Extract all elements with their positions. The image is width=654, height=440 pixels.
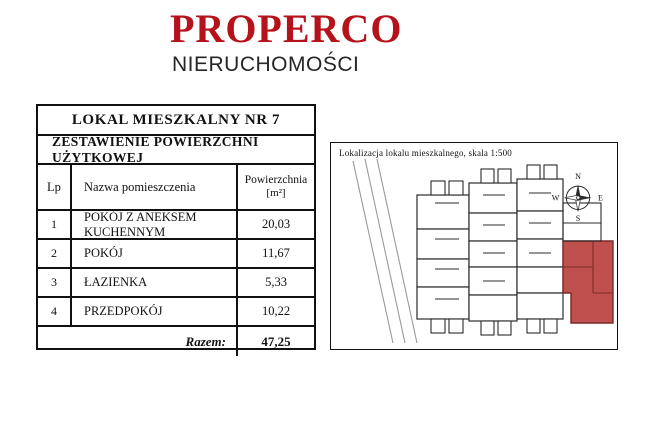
table-total-row: [38, 327, 314, 356]
highlighted-apartment: [563, 241, 613, 323]
svg-text:N: N: [575, 171, 581, 181]
table-row: [38, 269, 314, 298]
page-subtitle: ZESTAWIENIE POWIERZCHNI UŻYTKOWEJ: [52, 133, 259, 165]
compass-rose-icon: [551, 169, 605, 223]
location-plan-panel: [330, 142, 618, 350]
column-header-area: [238, 165, 314, 209]
svg-text:S: S: [575, 214, 581, 223]
column-header-name: Nazwa pomieszczenia: [72, 165, 238, 209]
room-schedule-table: [36, 104, 316, 350]
page-title: LOKAL MIESZKALNY NR 7: [71, 111, 281, 128]
column-header-area-label: Powierzchnia: [244, 173, 308, 186]
cell-area: 5,33: [265, 275, 287, 289]
total-value: 47,25: [261, 333, 291, 349]
cell-name: PRZEDPOKÓJ: [72, 298, 238, 325]
column-header-area-unit: [m²]: [266, 187, 286, 200]
cell-lp: 3: [38, 269, 72, 296]
document-subtitle-row: [38, 133, 314, 165]
table-row: [38, 240, 314, 269]
cell-area: 20,03: [261, 217, 291, 231]
map-caption: Lokalizacja lokalu mieszkalnego, skala 1:500: [339, 148, 512, 158]
column-header-lp: Lp: [38, 165, 72, 209]
brand-name: PROPERCO: [170, 6, 403, 51]
table-row: [38, 211, 314, 240]
brand-subtitle: NIERUCHOMOŚCI: [172, 53, 360, 76]
brand-logo: [170, 8, 490, 77]
svg-text:E: E: [598, 193, 603, 203]
cell-name: POKÓJ Z ANEKSEM KUCHENNYM: [72, 211, 238, 238]
cell-name: POKÓJ: [72, 240, 238, 267]
svg-text:W: W: [551, 193, 560, 203]
cell-lp: 2: [38, 240, 72, 267]
cell-area: 10,22: [261, 304, 291, 318]
cell-name: ŁAZIENKA: [72, 269, 238, 296]
cell-area: 11,67: [262, 246, 290, 260]
cell-lp: 1: [38, 211, 72, 238]
table-header-row: [38, 165, 314, 211]
table-row: [38, 298, 314, 327]
document-title-row: [38, 106, 314, 136]
cell-lp: 4: [38, 298, 72, 325]
total-label: Razem:: [38, 327, 238, 356]
